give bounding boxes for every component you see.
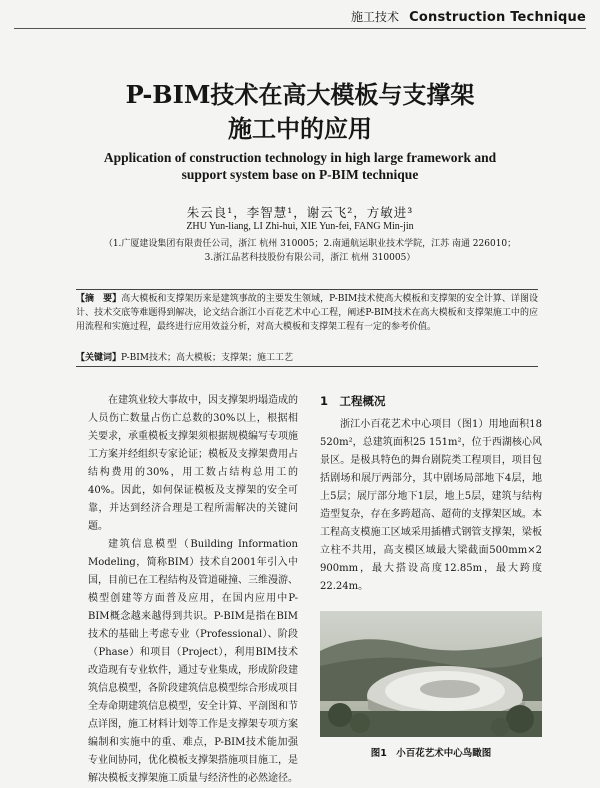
intro-paragraph-1: 在建筑业较大事故中，因支撑架坍塌造成的人员伤亡数量占伤亡总数的30%以上，根据相关要求，承重模板支撑架须根据规模编写专项施工方案并经组织专家论证；模板及支撑架费用占结构费用的30%，用工数占结构总用工的40%。因此，如何保证模板及支撑架的安全可靠，并达到经济合理是工程所需解决的关键问题。 <box>88 395 298 532</box>
figure-caption: 图1 小百花艺术中心鸟瞰图 <box>370 748 492 759</box>
title-cn-line2: 施工中的应用 <box>228 114 372 143</box>
keywords <box>76 350 293 363</box>
title-en-line1: Application of construction technology in high large framework and <box>103 150 497 165</box>
header-rule <box>14 28 586 29</box>
title-en-line2: support system base on P-BIM technique <box>181 167 419 182</box>
authors-cn: 朱云良¹，李智慧¹，谢云飞²，方敏进³ <box>186 205 414 220</box>
affiliations <box>60 237 560 265</box>
title-en <box>0 149 600 183</box>
section-paragraph-1: 浙江小百花艺术中心项目（图1）用地面积18 520m²，总建筑面积25 151m²，位于西湖核心风景区。是极具特色的舞台剧院类工程项目，项目包括剧场和展厅两部分，其中剧场局部地下4层，地上5层；展厅部分地下1层，地上5层，建筑与结构造型复杂，存在多跨超高、超荷的支撑架区域。本工程高支模施工区域采用插槽式钢管支撑架，梁板立柱不共用，高支模区域最大梁截面500mm×2 900mm，最大搭设高度12.85m，最大跨度22.24m。 <box>320 419 542 592</box>
section-title: 1 工程概况 <box>320 394 386 408</box>
affiliation-line2: 3.浙江品茗科技股份有限公司，浙江 杭州 310005） <box>204 253 416 263</box>
abstract-body: 高大模板和支撑架历来是建筑事故的主要发生领域，P-BIM技术使高大模板和支撑架的安全计算、详图设计、技术交底等难题得到解决，论文结合浙江小百花艺术中心工程，阐述P-BIM技术在高大模板和支撑架施工中的应用流程和实施过程，最终进行应用效益分析，对高大模板和支撑架工程有一定的参考价值。 <box>76 294 538 333</box>
body-left-column <box>88 392 298 788</box>
abstract-top-rule <box>76 289 538 290</box>
header-section-en: Construction Technique <box>409 10 586 25</box>
intro-paragraph-2: 建筑信息模型（Building Information Modeling，简称BIM）技术自2001年引入中国，目前已在工程结构及管道碰撞、三维漫游、模型创建等方面普及应用，在国内应用中P-BIM概念越来越得到共识。P-BIM是指在BIM技术的基础上考虑专业（Professional）、阶段（Phase）和项目（Project），利用BIM技术改造现有专业软件，通过专业集成，形成阶段建筑信息模型，各阶段建筑信息模型综合形成项目全寿命期建筑信息模型，安全计算、平剖图和节点详图，施工材料计划等工作是支撑架专项方案编制和实施中的重、难点，P-BIM技术能加强专业间协同，优化模板支撑架搭施项目施工，是解决模板支撑架施工质量与经济性的必然途径。 <box>88 539 298 784</box>
abstract-text <box>76 292 538 335</box>
abstract-label: 【摘 要】 <box>76 294 122 304</box>
authors-en: ZHU Yun-liang, LI Zhi-hui, XIE Yun-fei, FANG Min-jin <box>186 221 414 232</box>
keywords-label: 【关键词】 <box>76 353 122 363</box>
header-section-cn: 施工技术 <box>351 10 400 24</box>
body-right-column <box>320 392 542 596</box>
building-aerial-photo-icon <box>320 611 542 737</box>
title-cn-line1: P-BIM技术在高大模板与支撑架 <box>125 80 475 109</box>
keywords-text: P-BIM技术；高大模板；支撑架；施工工艺 <box>121 353 294 363</box>
affiliation-line1: （1.广厦建设集团有限责任公司，浙江 杭州 310005；2.南通航运职业技术学院，江苏 南通 226010； <box>103 239 517 249</box>
abstract-bottom-rule <box>76 366 538 367</box>
title-cn <box>0 78 600 146</box>
running-header <box>351 8 586 25</box>
